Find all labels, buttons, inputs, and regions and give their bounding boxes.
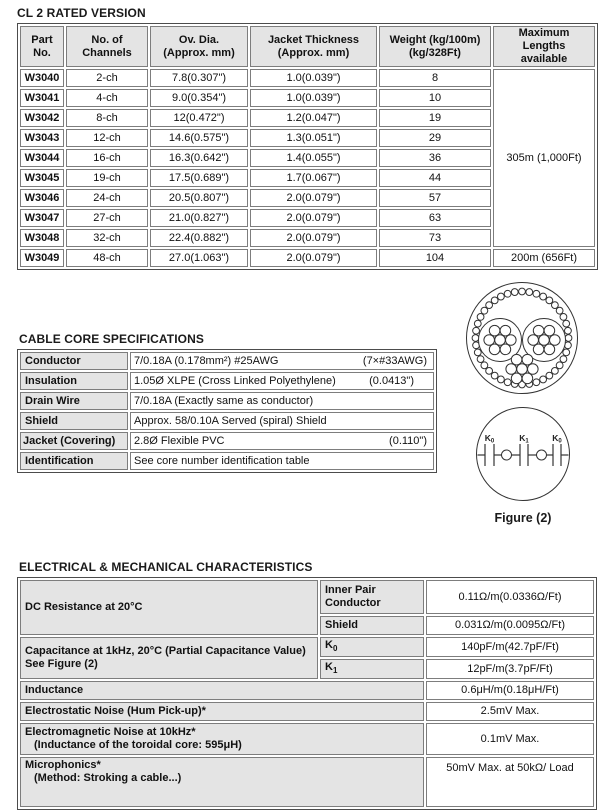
cell-value: 12pF/m(3.7pF/Ft) [426,659,594,679]
cap-label-k0-left: K0 [484,433,495,445]
cell-channels: 4-ch [66,89,148,107]
cell-weight: 19 [379,109,491,127]
cell-weight: 104 [379,249,491,267]
figure-caption: Figure (2) [494,511,552,525]
table-row [20,249,595,267]
cell-spec-label: Drain Wire [20,392,128,410]
cell-weight: 57 [379,189,491,207]
cell-row-label: Electrostatic Noise (Hum Pick-up)* [20,702,424,721]
cell-jacket: 2.0(0.079") [250,229,377,247]
cell-max-length-group: 305m (1,000Ft) [493,69,595,247]
table-header-row [20,26,595,67]
cell-weight: 10 [379,89,491,107]
cell-jacket: 1.2(0.047") [250,109,377,127]
table-row [20,580,594,614]
cell-ov-dia: 9.0(0.354") [150,89,248,107]
cell-ov-dia: 27.0(1.063") [150,249,248,267]
electrical-characteristics-table [17,577,597,810]
cell-value: 140pF/m(42.7pF/Ft) [426,637,594,657]
cell-weight: 29 [379,129,491,147]
cell-spec-value: 2.8Ø Flexible PVC (0.110") [130,432,434,450]
table-row [20,352,434,370]
table-row [20,392,434,410]
section-title-electrical: ELECTRICAL & MECHANICAL CHARACTERISTICS [19,560,313,574]
figure-2-block [463,280,583,525]
cell-jacket: 2.0(0.079") [250,209,377,227]
cell-channels: 8-ch [66,109,148,127]
table-row [20,452,434,470]
cell-jacket: 2.0(0.079") [250,249,377,267]
table-row [20,412,434,430]
cell-spec-value: 7/0.18A (Exactly same as conductor) [130,392,434,410]
header-jacket-thickness: Jacket Thickness (Approx. mm) [250,26,377,67]
cell-weight: 44 [379,169,491,187]
cell-jacket: 1.0(0.039") [250,89,377,107]
cell-spec-label: Identification [20,452,128,470]
cell-ov-dia: 16.3(0.642") [150,149,248,167]
header-channels: No. of Channels [66,26,148,67]
cell-max-length-last: 200m (656Ft) [493,249,595,267]
cell-dc-resistance-label: DC Resistance at 20°C [20,580,318,635]
cell-value: 50mV Max. at 50kΩ/ Load [426,757,594,807]
cell-ov-dia: 12(0.472") [150,109,248,127]
cap-label-k1: K1 [519,433,529,445]
header-weight: Weight (kg/100m) (kg/328Ft) [379,26,491,67]
cell-row-label: Electromagnetic Noise at 10kHz* (Inductance of the toroidal core: 595μH) [20,723,424,755]
cell-jacket: 1.0(0.039") [250,69,377,87]
cell-jacket: 1.7(0.067") [250,169,377,187]
cell-channels: 27-ch [66,209,148,227]
rated-version-table [17,23,598,270]
cable-cross-section-diagram [464,280,582,398]
cell-value: 0.031Ω/m(0.0095Ω/Ft) [426,616,594,635]
table-row [20,757,594,807]
cell-channels: 19-ch [66,169,148,187]
cell-sub-label: Shield [320,616,424,635]
cell-weight: 36 [379,149,491,167]
cell-row-label: Inductance [20,681,424,700]
cell-channels: 16-ch [66,149,148,167]
capacitance-schematic [475,406,571,502]
cell-ov-dia: 17.5(0.689") [150,169,248,187]
table-row [20,432,434,450]
cell-part-no: W3049 [20,249,64,267]
table-row [20,69,595,87]
header-part-no: Part No. [20,26,64,67]
table-row [20,723,594,755]
cell-part-no: W3044 [20,149,64,167]
cell-channels: 32-ch [66,229,148,247]
cell-part-no: W3046 [20,189,64,207]
cell-weight: 63 [379,209,491,227]
table-row [20,372,434,390]
cell-spec-value: 7/0.18A (0.178mm²) #25AWG (7×#33AWG) [130,352,434,370]
header-max-lengths: Maximum Lengths available [493,26,595,67]
cell-ov-dia: 21.0(0.827") [150,209,248,227]
cell-value: 2.5mV Max. [426,702,594,721]
cell-jacket: 1.3(0.051") [250,129,377,147]
cell-value: 0.6μH/m(0.18μH/Ft) [426,681,594,700]
schematic-circle [477,408,570,501]
cell-sub-label-k0: $K_0$ [320,637,424,657]
cell-part-no: W3047 [20,209,64,227]
cell-value: 0.1mV Max. [426,723,594,755]
table-row [20,637,594,657]
cell-channels: 48-ch [66,249,148,267]
cell-spec-value: See core number identification table [130,452,434,470]
core-specifications-table [17,349,437,473]
cell-spec-label: Shield [20,412,128,430]
cell-ov-dia: 22.4(0.882") [150,229,248,247]
cell-sub-label: Inner Pair Conductor [320,580,424,614]
cell-channels: 2-ch [66,69,148,87]
cell-spec-label: Insulation [20,372,128,390]
header-ov-dia: Ov. Dia. (Approx. mm) [150,26,248,67]
cell-part-no: W3045 [20,169,64,187]
cell-channels: 24-ch [66,189,148,207]
cell-jacket: 2.0(0.079") [250,189,377,207]
cell-ov-dia: 7.8(0.307") [150,69,248,87]
cell-sub-label-k1: $K_1$ [320,659,424,679]
cell-spec-value: 1.05Ø XLPE (Cross Linked Polyethylene) (0.0413") [130,372,434,390]
cell-ov-dia: 20.5(0.807") [150,189,248,207]
cell-spec-label: Conductor [20,352,128,370]
cell-channels: 12-ch [66,129,148,147]
cell-weight: 8 [379,69,491,87]
cell-spec-label: Jacket (Covering) [20,432,128,450]
cell-part-no: W3043 [20,129,64,147]
table-row [20,681,594,700]
cell-ov-dia: 14.6(0.575") [150,129,248,147]
cell-value: 0.11Ω/m(0.0336Ω/Ft) [426,580,594,614]
section-title-core: CABLE CORE SPECIFICATIONS [19,332,204,346]
table-row [20,702,594,721]
cell-spec-value: Approx. 58/0.10A Served (spiral) Shield [130,412,434,430]
cell-jacket: 1.4(0.055") [250,149,377,167]
cell-part-no: W3041 [20,89,64,107]
section-title-rated: CL 2 RATED VERSION [17,6,146,20]
cell-part-no: W3040 [20,69,64,87]
cap-label-k0-right: K0 [552,433,562,445]
cell-capacitance-label: Capacitance at 1kHz, 20°C (Partial Capacitance Value) See Figure (2) [20,637,318,679]
cell-weight: 73 [379,229,491,247]
cell-row-label: Microphonics* (Method: Stroking a cable...) [20,757,424,807]
cell-part-no: W3048 [20,229,64,247]
cell-part-no: W3042 [20,109,64,127]
